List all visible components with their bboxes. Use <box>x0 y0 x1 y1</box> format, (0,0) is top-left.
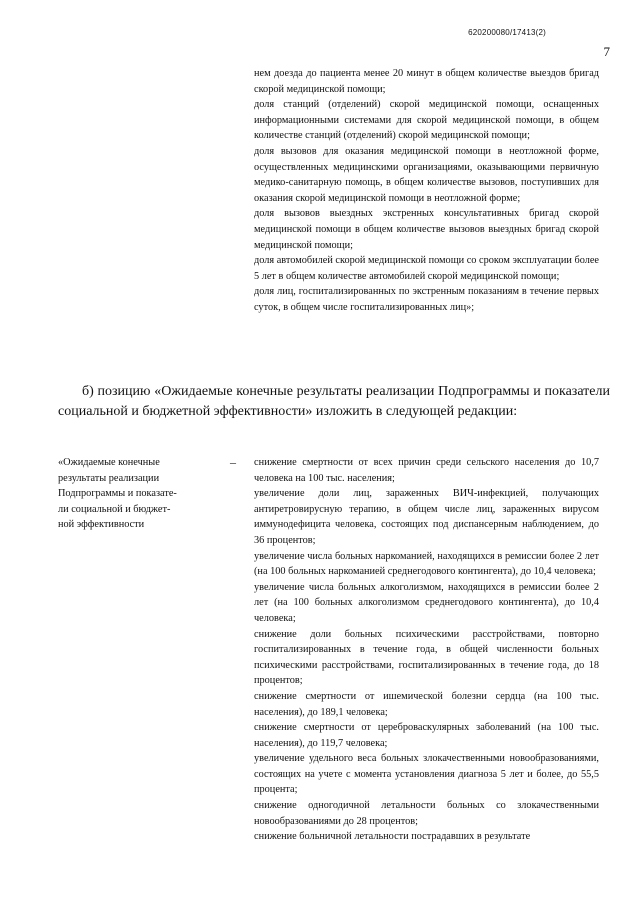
list-item: снижение больничной летальности пострадавших в результате <box>254 831 531 843</box>
list-item: нем доезда до пациента менее 20 минут в общем количестве выездов бригад скорой медицинской помощи; <box>254 68 599 95</box>
list-item: доля станций (отделений) скорой медицинской помощи, оснащенных информационными системами для скорой медицинской помощи, в общем количестве станций (отделений) скорой медицинской помощи; <box>254 99 599 142</box>
top-indicator-list <box>254 66 599 316</box>
list-item: снижение смертности от цереброваскулярных заболеваний (на 100 тыс. населения), до 119,7 человека; <box>254 722 599 749</box>
list-item: снижение одногодичной летальности больных со злокачественными новообразованиями до 28 процентов; <box>254 800 599 827</box>
list-item: доля лиц, госпитализированных по экстренным показаниям в течение первых суток, в общем числе госпитализированных лиц»; <box>254 286 599 313</box>
list-item: снижение смертности от ишемической болезни сердца (на 100 тыс. населения), до 189,1 человека; <box>254 690 599 718</box>
list-item: доля вызовов выездных экстренных консультативных бригад скорой медицинской помощи в общем количестве вызовов выездных бригад скорой медицинской помощи; <box>254 208 599 251</box>
separator-dash: – <box>230 455 236 469</box>
list-item: увеличение доли лиц, зараженных ВИЧ-инфекцией, получающих антиретровирусную терапию, в общем числе лиц, зараженных вирусом иммунодефицита человека, состоящих под диспансерным наблюдением, до 36 процентов; <box>254 488 599 546</box>
list-item: увеличение числа больных алкоголизмом, находящихся в ремиссии более 2 лет (на 100 больных алкоголизмом среднегодового контингента), до 10,4 человека; <box>254 581 599 624</box>
section-b-paragraph <box>58 382 610 421</box>
results-list <box>254 455 599 845</box>
list-item: снижение доли больных психическими расстройствами, повторно госпитализированных в течение года, в общей численности больных психическими расстройствами, госпитализированных в течение года, до 18 процентов; <box>254 628 599 687</box>
document-id: 620200080/17413(2) <box>468 28 546 37</box>
list-item: снижение смертности от всех причин среди сельского населения до 10,7 человека на 100 тыс. населения; <box>254 457 599 484</box>
list-item: увеличение числа больных наркоманией, находящихся в ремиссии более 2 лет (на 100 больных наркоманией среднегодового контингента), до 10,4 человека; <box>254 550 599 578</box>
results-label: «Ожидаемые конечные результаты реализации Подпрограммы и показате- ли социальной и бюджет- ной эффективности <box>58 457 177 531</box>
list-item: увеличение удельного веса больных злокачественными новообразованиями, состоящих на учете с момента установления диагноза 5 лет и более, до 55,5 процента; <box>254 753 599 796</box>
list-item: доля автомобилей скорой медицинской помощи со сроком эксплуатации более 5 лет в общем количестве автомобилей скорой медицинской помощи; <box>254 255 599 282</box>
list-item: доля вызовов для оказания медицинской помощи в неотложной форме, осуществленных медицинскими организациями, оказывающими первичную медико-санитарную помощь, в общем количестве вызовов, поступивших для оказания скорой медицинской помощи в неотложной форме; <box>254 145 599 204</box>
section-b-text: б) позицию «Ожидаемые конечные результаты реализации Подпрограммы и показатели социальной и бюджетной эффективности» изложить в следующей редакции: <box>58 384 610 419</box>
page-number: 7 <box>603 44 610 59</box>
